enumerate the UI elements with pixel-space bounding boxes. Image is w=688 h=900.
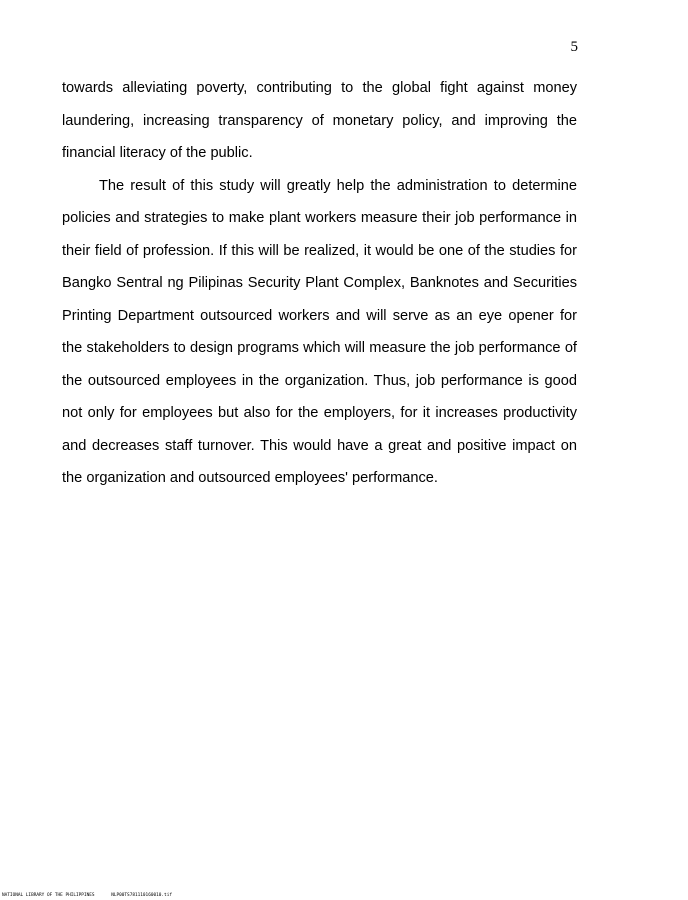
paragraph-continuation: towards alleviating poverty, contributing to the global fight against money laundering, increasing transparency of monetary policy, and improving the financial literacy of the public. [62,80,577,161]
page-number: 5 [570,39,578,55]
body-text [62,72,577,495]
scan-footer [2,893,172,899]
footer-file-id: NLP00TS781110160010.tif [111,893,172,898]
footer-library-name: NATIONAL LIBRARY OF THE PHILIPPINES [2,893,95,898]
paragraph-study-significance: The result of this study will greatly help the administration to determine policies and strategies to make plant workers measure their job performance in their field of profession. If this will be realized, it would be one of the studies for Bangko Sentral ng Pilipinas Security Plant Complex, Banknotes and Securities Printing Department outsourced workers and will serve as an eye opener for the stakeholders to design programs which will measure the job performance of the outsourced employees in the organization. Thus, job performance is good not only for employees but also for the employers, for it increases productivity and decreases staff turnover. This would have a great and positive impact on the organization and outsourced employees' performance. [62,177,577,486]
